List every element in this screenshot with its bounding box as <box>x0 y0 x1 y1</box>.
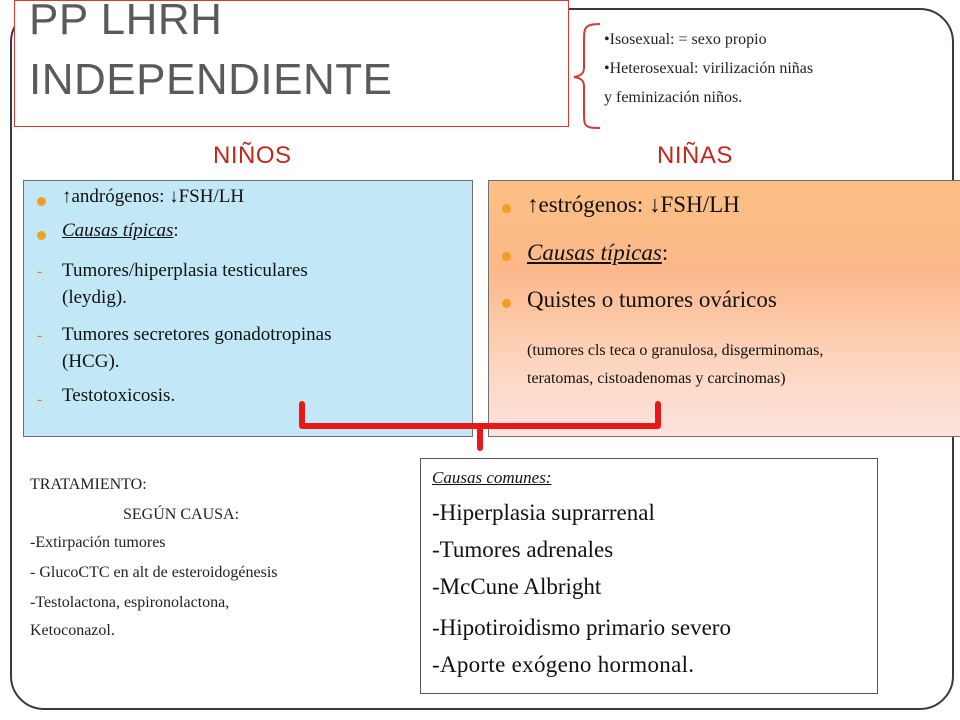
ninos-cause-item: Testotoxicosis. <box>62 385 176 406</box>
heading-ninos: NIÑOS <box>213 142 292 169</box>
tratamiento-item: - GlucoCTC en alt de esteroidogénesis <box>30 564 278 581</box>
title-box <box>14 0 569 127</box>
comunes-item: -McCune Albright <box>432 574 602 599</box>
causas-comunes-heading: Causas comunes: <box>432 468 552 487</box>
dash-icon: - <box>37 327 43 344</box>
dash-icon: - <box>37 391 43 408</box>
ninas-box <box>488 180 960 437</box>
comunes-item: -Hipotiroidismo primario severo <box>432 615 731 640</box>
bullet-icon <box>37 231 46 240</box>
note-heterosexual: •Heterosexual: virilización niñas <box>604 60 814 77</box>
bullet-icon <box>37 197 46 206</box>
title-line-1: PP LHRH <box>29 0 223 44</box>
ninas-cause-detail: (tumores cls teca o granulosa, disgerminomas, teratomas, cistoadenomas y carcinomas) <box>527 342 824 387</box>
ninos-box <box>23 180 473 437</box>
ninas-causes-label: Causas típicas: <box>527 240 669 265</box>
bullet-icon <box>502 299 511 308</box>
note-heterosexual-cont: y feminización niños. <box>604 89 743 106</box>
comunes-item: -Tumores adrenales <box>432 537 614 562</box>
bullet-icon <box>502 252 511 261</box>
bullet-icon <box>502 204 511 213</box>
note-bullet-icon: • <box>604 31 610 48</box>
tratamiento-item: Ketoconazol. <box>30 622 115 639</box>
ninas-cause-main: Quistes o tumores ováricos <box>527 287 777 312</box>
brace-icon <box>572 22 602 132</box>
causas-comunes-box <box>420 458 878 694</box>
connector-bracket-icon <box>296 400 666 452</box>
comunes-item: -Hiperplasia suprarrenal <box>432 500 655 525</box>
ninos-causes-label: Causas típicas: <box>62 220 179 241</box>
tratamiento-item: -Extirpación tumores <box>30 534 166 551</box>
ninos-hormone: ↑andrógenos: ↓FSH/LH <box>62 186 245 207</box>
tratamiento-subheading: SEGÚN CAUSA: <box>123 506 240 523</box>
ninos-cause-item: Tumores secretores gonadotropinas (HCG). <box>62 324 332 372</box>
tratamiento-heading: TRATAMIENTO: <box>30 476 147 493</box>
dash-icon: - <box>37 263 43 280</box>
title-line-2: INDEPENDIENTE <box>29 55 393 104</box>
comunes-item: -Aporte exógeno hormonal. <box>432 652 695 677</box>
heading-ninas: NIÑAS <box>657 142 733 169</box>
ninas-hormone: ↑estrógenos: ↓FSH/LH <box>527 192 740 217</box>
tratamiento-item: -Testolactona, espironolactona, <box>30 594 230 611</box>
ninos-cause-item: Tumores/hiperplasia testiculares (leydig). <box>62 260 308 308</box>
note-isosexual: •Isosexual: = sexo propio <box>604 31 767 48</box>
note-bullet-icon: • <box>604 60 610 77</box>
